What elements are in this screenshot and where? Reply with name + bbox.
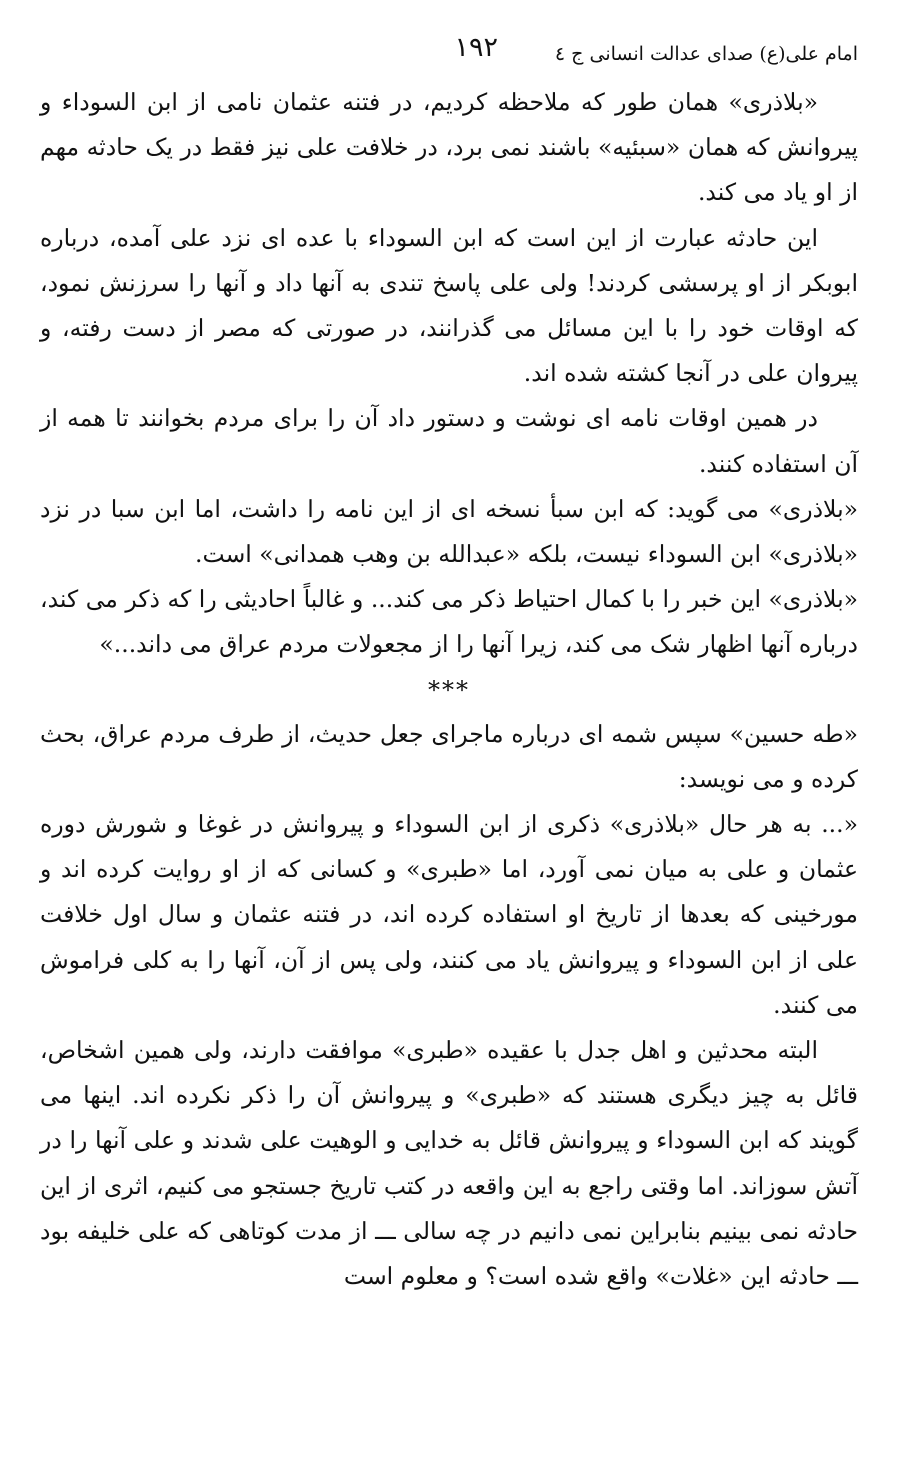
paragraph-1: «بلاذری» همان طور که ملاحظه کردیم، در فتنه عثمان نامی از ابن السوداء و پیروانش که همان «سبئیه» باشند نمی برد، در خلافت علی نیز فقط در یک حادثه مهم از او یاد می کند.	[40, 88, 858, 207]
paragraph-7: «... به هر حال «بلاذری» ذکری از ابن السوداء و پیروانش در غوغا و شورش دوره عثمان و علی به میان نمی آورد، اما «طبری» و کسانی که از او روایت کرده اند و مورخینی که بعدها از تاریخ او استفاده کرده اند، در فتنه عثمان و سال اول خلافت علی از ابن السوداء و پیروانش یاد می کنند، ولی پس از آن، آنها را به کلی فراموش می کنند.	[40, 810, 858, 1019]
book-page	[40, 28, 858, 1458]
page-body	[40, 80, 858, 1299]
paragraph-6: «طه حسین» سپس شمه ای درباره ماجرای جعل حدیث، از طرف مردم عراق، بحث کرده و می نویسد:	[40, 719, 858, 793]
paragraph-5: «بلاذری» این خبر را با کمال احتیاط ذکر می کند... و غالباً احادیثی را که ذکر می کند، درباره آنها اظهار شک می کند، زیرا آنها را از مجعولات مردم عراق می داند...»	[40, 585, 858, 659]
paragraph-3: در همین اوقات نامه ای نوشت و دستور داد آن را برای مردم بخوانند تا همه از آن استفاده کنند.	[40, 404, 858, 478]
paragraph-2: این حادثه عبارت از این است که ابن السوداء با عده ای نزد علی آمده، درباره ابوبکر از او پرسشی کردند! ولی علی پاسخ تندی به آنها داد و آنها را سرزنش نمود، که اوقات خود را با این مسائل می گذرانند، در صورتی که مصر از دست رفته، و پیروان علی در آنجا کشته شده اند.	[40, 223, 858, 388]
paragraph-8: البته محدثین و اهل جدل با عقیده «طبری» موافقت دارند، ولی همین اشخاص، قائل به چیز دیگری هستند که «طبری» و پیروانش آن را ذکر نکرده اند. اینها می گویند که ابن السوداء و پیروانش قائل به خدایی و الوهیت علی شدند و علی آنها را در آتش سوزاند. اما وقتی راجع به این واقعه در کتب تاریخ جستجو می کنیم، اثری از این حادثه نمی بینیم بنابراین نمی دانیم در چه سالی ـــ از مدت کوتاهی که علی خلیفه بود ـــ حادثه این «غلات» واقع شده است؟ و معلوم است	[40, 1036, 858, 1291]
paragraph-4: «بلاذری» می گوید: که ابن سبأ نسخه ای از این نامه را داشت، اما ابن سبا در نزد «بلاذری» ابن السوداء نیست، بلکه «عبدالله بن وهب همدانی» است.	[40, 494, 858, 569]
page-header	[40, 28, 858, 72]
page-number: ١٩٢	[454, 32, 498, 63]
section-separator: ***	[428, 675, 470, 704]
running-title: امام علی(ع) صدای عدالت انسانی ج ٤	[554, 43, 858, 65]
